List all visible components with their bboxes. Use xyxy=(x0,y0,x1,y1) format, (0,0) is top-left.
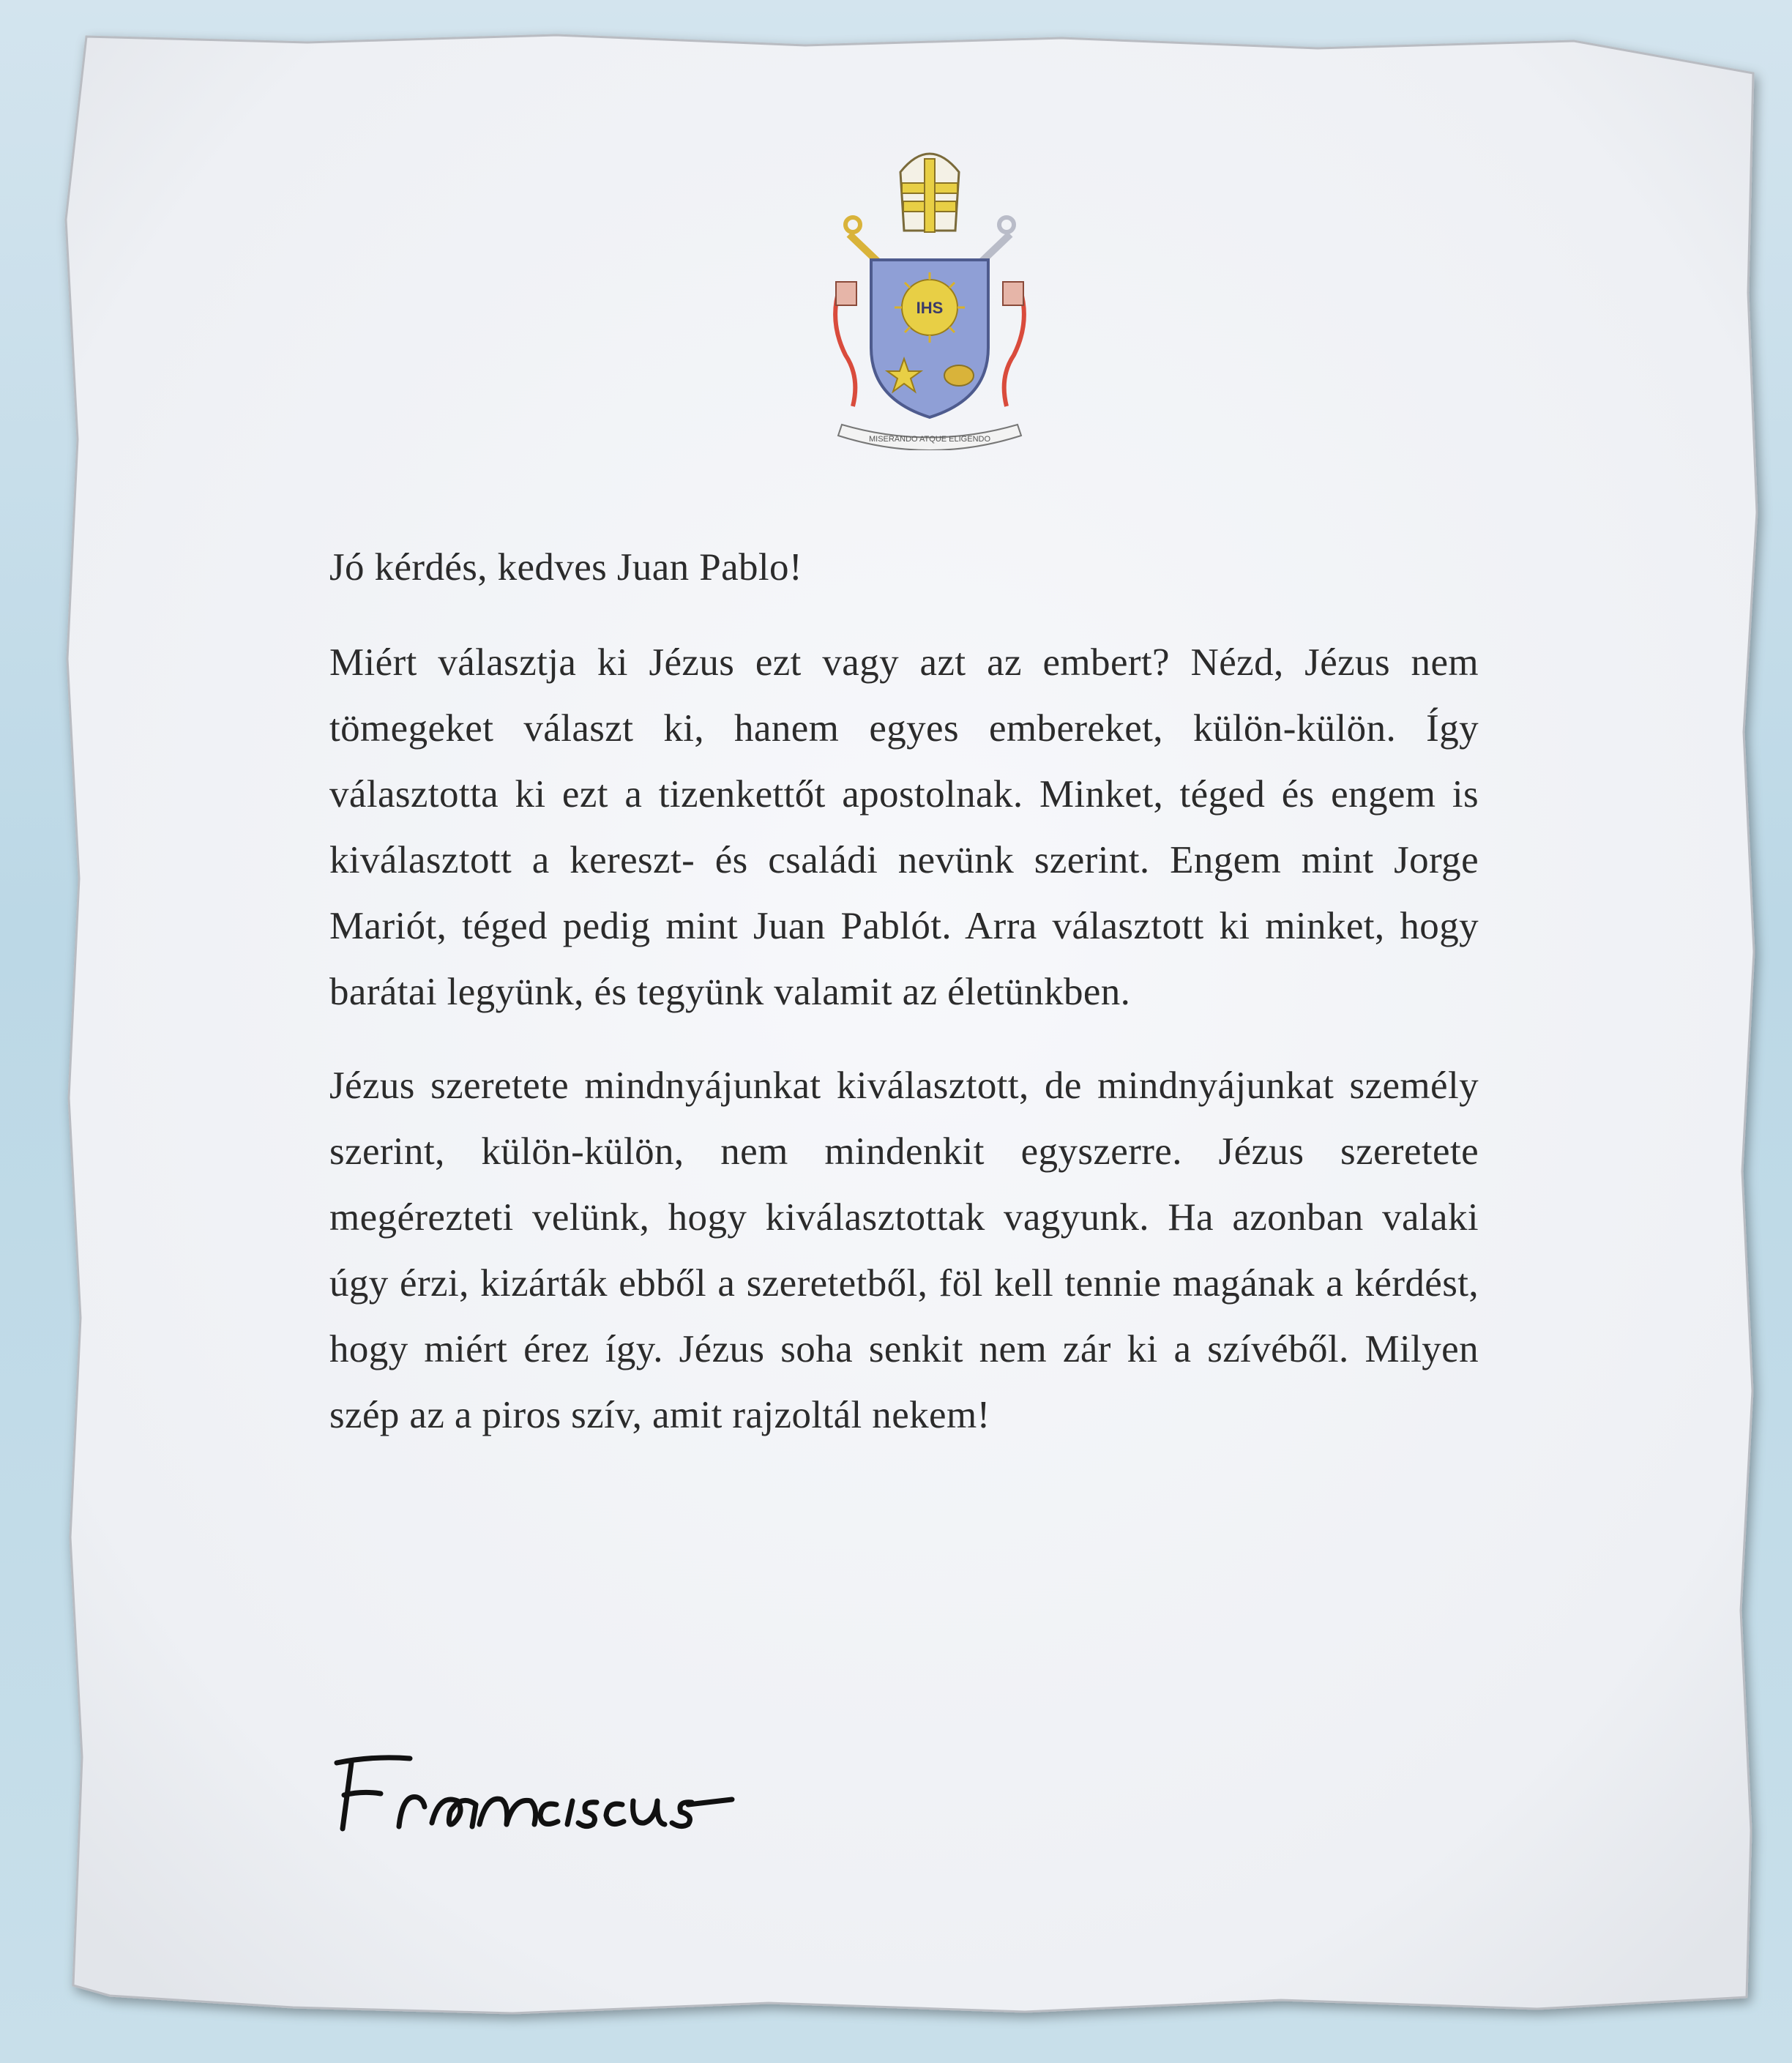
ihs-monogram: IHS xyxy=(916,299,944,317)
letter-greeting: Jó kérdés, kedves Juan Pablo! xyxy=(329,546,802,589)
crest-motto: MISERANDO ATQUE ELIGENDO xyxy=(868,435,991,444)
signature-franciscus xyxy=(322,1742,776,1852)
letter-paragraph-1: Miért választja ki Jézus ezt vagy azt az embert? Nézd, Jézus nem tömegeket választ ki, hanem egyes embereket, külön-külön. Így választotta ki ezt a tizenkettőt apostolnak. Minket, téged és engem is kiválasztott a kereszt- és családi nevünk szerint. Engem mint Jorge Mariót, téged pedig mint Juan Pablót. Arra választott ki minket, hogy barátai legyünk, és tegyünk valamit az életünkben. xyxy=(329,641,1479,1013)
papal-coat-of-arms xyxy=(820,143,1039,450)
letter-body xyxy=(329,534,1479,1476)
letter-paragraph-2: Jézus szeretete mindnyájunkat kiválasztott, de mindnyájunkat személy szerint, külön-külön, nem mindenkit egyszerre. Jézus szeretete megérezteti velünk, hogy kiválasztottak vagyunk. Ha azonban valaki úgy érzi, kizárták ebből a szeretetből, föl kell tennie magának a kérdést, hogy miért érez így. Jézus soha senkit nem zár ki a szívéből. Milyen szép az a piros szív, amit rajzoltál nekem! xyxy=(329,1064,1479,1436)
